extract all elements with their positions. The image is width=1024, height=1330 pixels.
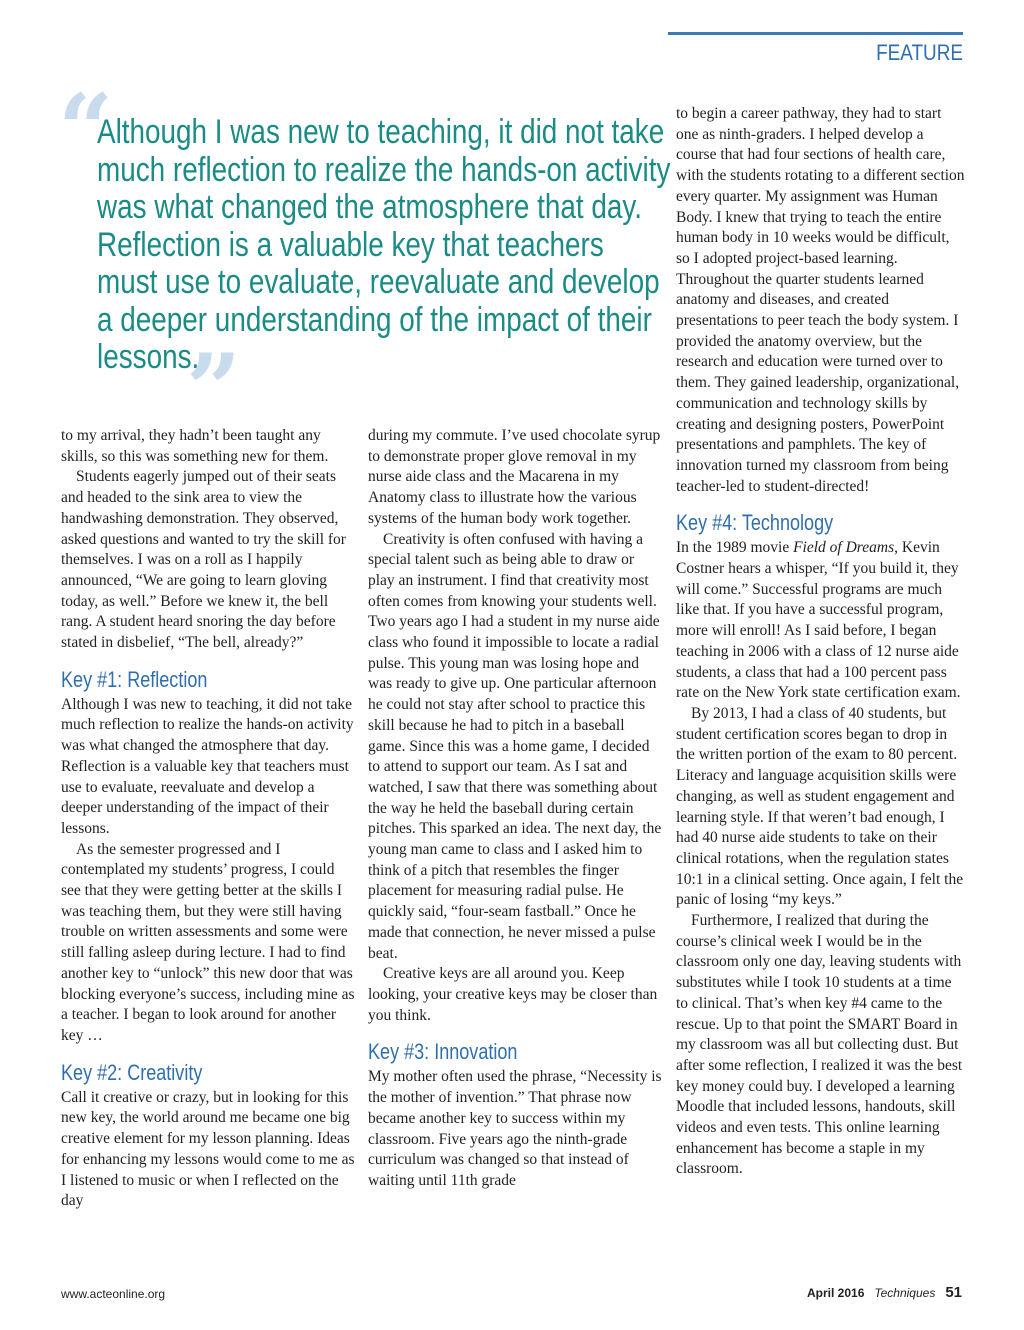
article-column-1 (61, 426, 356, 1212)
text-run: , Kevin Costner hears a whisper, “If you build it, they will come.” Successful programs are much like that. If you have a successful program, more will enroll! As I said before, I began teaching in 2006 with a class of 12 nurse aide students, a class that had a 100 percent pass rate on the New York state certification exam. (676, 539, 961, 702)
section-heading-innovation: Key #3: Innovation (368, 1039, 518, 1065)
paragraph: Although I was new to teaching, it did not take much reflection to realize the hands-on activity was what changed the atmosphere that day. Reflection is a valuable key that teachers must use to evaluate, reevaluate and develop a deeper understanding of the impact of their lessons. (61, 695, 354, 837)
footer-info (807, 1284, 962, 1301)
paragraph: to my arrival, they hadn’t been taught any skills, so this was something new for them. (61, 427, 329, 465)
footer-url: www.acteonline.org (61, 1287, 166, 1301)
paragraph: Creativity is often confused with having a special talent such as being able to draw or play an instrument. I find that creativity most often comes from knowing your students well. Two years ago I had a student in my nurse aide class who found it impossible to locate a radial pulse. This young man was losing hope and was ready to give up. One particular afternoon he could not stay after school to practice this skill because he had to pitch in a baseball game. Since this was a home game, I decided to attend to support our team. As I sat and watched, I saw that there was something about the way he held the baseball during certain pitches. This sparked an idea. The next day, the young man came to class and I asked him to think of a pitch that resembles the finger placement for measuring radial pulse. He quickly said, “four-seam fastball.” Once he made that connection, he never missed a pulse beat. (368, 530, 662, 962)
section-heading-reflection: Key #1: Reflection (61, 666, 208, 692)
pull-quote-text: Although I was new to teaching, it did not take much reflection to realize the hands-on activity was what changed the atmosphere that day. Reflection is a valuable key that teachers must use to evaluate, reevaluate and develop a deeper understanding of the impact of their lessons. (97, 113, 671, 376)
paragraph: As the semester progressed and I contemplated my students’ progress, I could see that they were getting better at the skills I was teaching them, but they were still having trouble on written assessments and some were still falling asleep during lecture. I had to find another key to “unlock” this new door that was blocking everyone’s success, including mine as a teacher. I began to look around for another key … (61, 840, 355, 1044)
issue-date: April 2016 (807, 1286, 865, 1300)
article-column-3 (676, 104, 966, 1180)
paragraph: Students eagerly jumped out of their seats and headed to the sink area to view the handwashing demonstration. They observed, asked questions and wanted to try the skill for themselves. I was on a roll as I happily announced, “We are going to learn gloving today, as well.” Before we knew it, the bell rang. A student heard snoring the day before stated in disbelief, “The bell, already?” (61, 468, 346, 652)
paragraph: Creative keys are all around you. Keep looking, your creative keys may be closer than you think. (368, 965, 658, 1024)
paragraph (676, 538, 966, 704)
paragraph: Furthermore, I realized that during the course’s clinical week I would be in the classroom only one day, leaving students with substitutes while I took 10 students at a time to clinical. That’s when key #4 came to the rescue. Up to that point the SMART Board in my classroom was all but collecting dust. But after some reflection, I realized it was the best key money could buy. I developed a learning Moodle that included lessons, handouts, skill videos and even tests. This online learning enhancement has become a staple in my classroom. (676, 912, 963, 1178)
close-quote-mark: ” (186, 333, 242, 446)
page-number: 51 (945, 1284, 962, 1301)
paragraph: Call it creative or crazy, but in looking for this new key, the world around me became one big creative element for my lesson planning. Ideas for enhancing my lessons would come to me as I listened to music or when I reflected on the day (61, 1088, 355, 1210)
section-heading-creativity: Key #2: Creativity (61, 1059, 203, 1085)
header-rule (668, 32, 963, 35)
magazine-name: Techniques (874, 1286, 936, 1300)
paragraph: By 2013, I had a class of 40 students, but student certification scores began to drop in the written portion of the exam to 80 percent. Literacy and language acquisition skills were changing, as well as student engagement and learning style. If that weren’t bad enough, I had 40 nurse aide students to take on their clinical rotations, when the regulation states 10:1 in a clinical setting. Once again, I felt the panic of losing “my keys.” (676, 704, 964, 909)
text-run: In the 1989 movie (676, 539, 794, 557)
section-label: FEATURE (876, 40, 963, 65)
open-quote-mark: “ (58, 73, 114, 186)
section-heading-technology: Key #4: Technology (676, 510, 834, 536)
paragraph: to begin a career pathway, they had to start one as ninth-graders. I helped develop a course that had four sections of health care, with the students rotating to a different section every quarter. My assignment was Human Body. I knew that trying to teach the entire human body in 10 weeks would be difficult, so I adopted project-based learning. Throughout the quarter students learned anatomy and diseases, and created presentations to peer teach the body system. I provided the anatomy overview, but the research and education were turned over to them. They gained leadership, organizational, communication and technology skills by creating and designing posters, PowerPoint presentations and pamphlets. The key of innovation turned my classroom from being teacher-led to student-directed! (676, 105, 965, 495)
paragraph: My mother often used the phrase, “Necessity is the mother of invention.” That phrase now became another key to success within my classroom. Five years ago the ninth-grade curriculum was changed so that instead of waiting until 11th grade (368, 1068, 662, 1189)
movie-title: Field of Dreams (793, 539, 895, 557)
article-column-2 (368, 426, 663, 1192)
paragraph: during my commute. I’ve used chocolate syrup to demonstrate proper glove removal in my nurse aide class and the Macarena in my Anatomy class to illustrate how the various systems of the human body work together. (368, 427, 661, 527)
